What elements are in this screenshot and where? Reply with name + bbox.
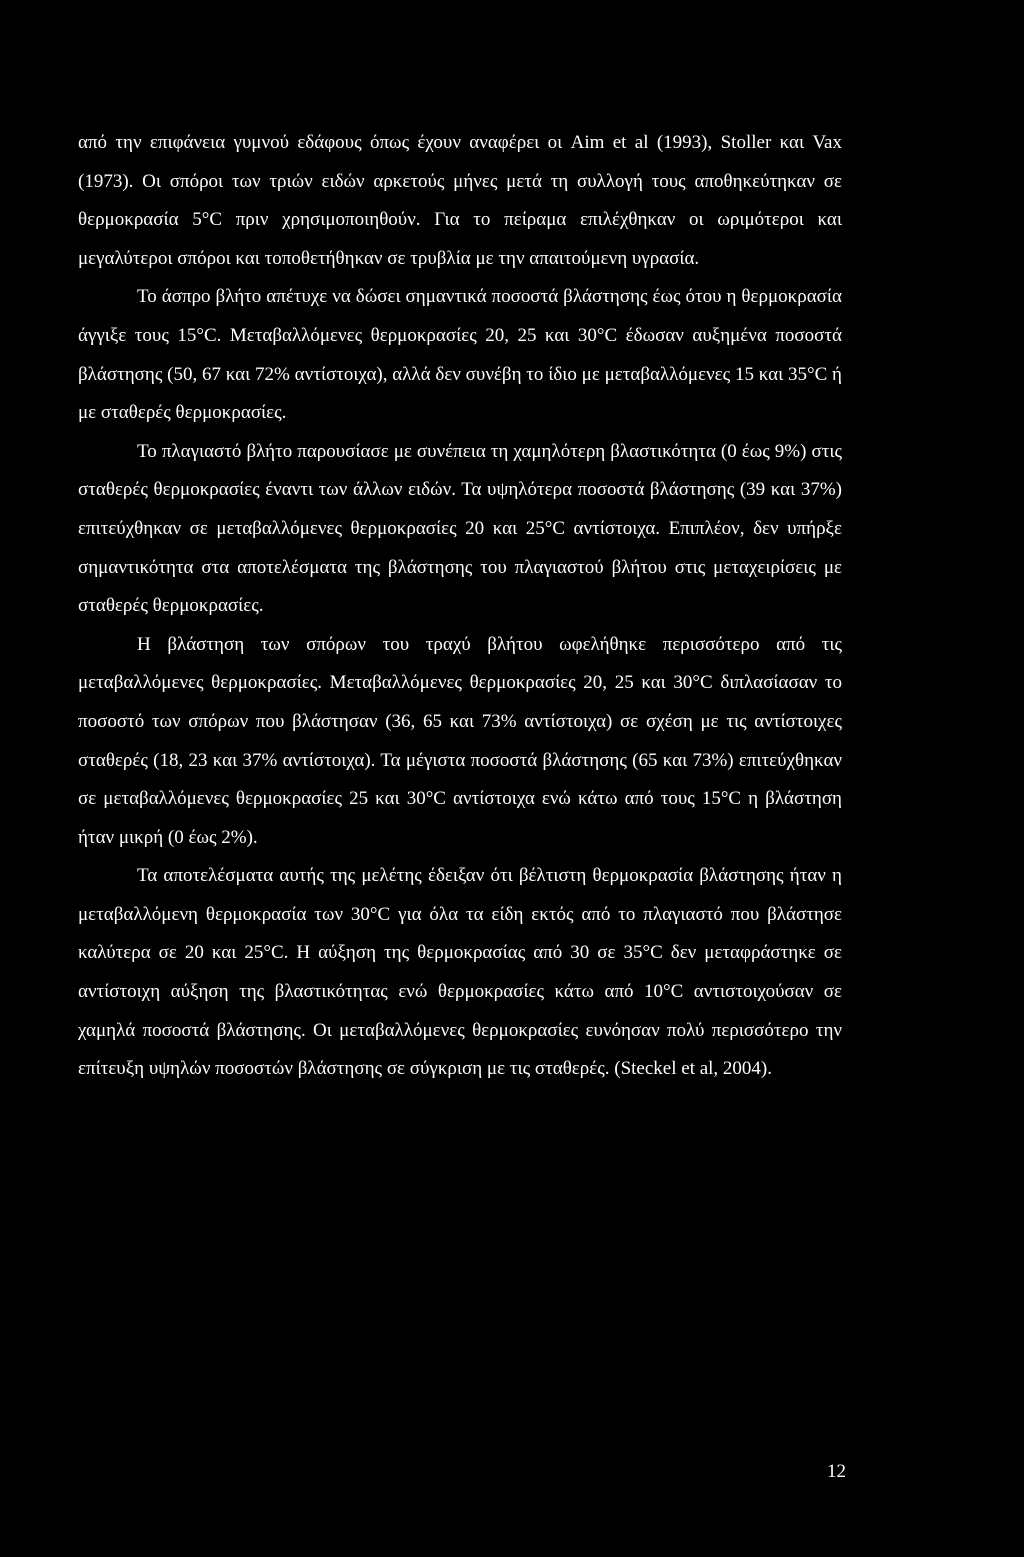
paragraph-redroot-amaranth: Η βλάστηση των σπόρων του τραχύ βλήτου ωφελήθηκε περισσότερο από τις μεταβαλλόμενες θερμοκρασίες. Μεταβαλλόμενες θερμοκρασίες 20, 25 και 30°C διπλασίασαν το ποσοστό των σπόρων που βλάστησαν (36, 65 και 73% αντίστοιχα) σε σχέση με τις αντίστοιχες σταθερές (18, 23 και 37% αντίστοιχα). Τα μέγιστα ποσοστά βλάστησης (65 και 73%) επιτεύχθηκαν σε μεταβαλλόμενες θερμοκρασίες 25 και 30°C αντίστοιχα ενώ κάτω από τους 15°C η βλάστηση ήταν μικρή (0 έως 2%). [78,633,842,848]
paragraph-white-amaranth: Το άσπρο βλήτο απέτυχε να δώσει σημαντικά ποσοστά βλάστησης έως ότου η θερμοκρασία άγγιξε τους 15°C. Μεταβαλλόμενες θερμοκρασίες 20, 25 και 30°C έδωσαν αυξημένα ποσοστά βλάστησης (50, 67 και 72% αντίστοιχα), αλλά δεν συνέβη το ίδιο με μεταβαλλόμενες 15 και 35°C ή με σταθερές θερμοκρασίες. [78,286,842,424]
body-text [78,124,842,1089]
paragraph-conclusions: Τα αποτελέσματα αυτής της μελέτης έδειξαν ότι βέλτιστη θερμοκρασία βλάστησης ήταν η μεταβαλλόμενη θερμοκρασία των 30°C για όλα τα είδη εκτός από το πλαγιαστό που βλάστησε καλύτερα σε 20 και 25°C. Η αύξηση της θερμοκρασίας από 30 σε 35°C δεν μεταφράστηκε σε αντίστοιχη αύξηση της βλαστικότητας ενώ θερμοκρασίες κάτω από 10°C αντιστοιχούσαν σε χαμηλά ποσοστά βλάστησης. Οι μεταβαλλόμενες θερμοκρασίες ευνόησαν πολύ περισσότερο την επίτευξη υψηλών ποσοστών βλάστησης σε σύγκριση με τις σταθερές. (Steckel et al, 2004). [78,865,842,1080]
page-number: 12 [827,1461,846,1482]
paragraph-prostrate-amaranth: Το πλαγιαστό βλήτο παρουσίασε με συνέπεια τη χαμηλότερη βλαστικότητα (0 έως 9%) στις σταθερές θερμοκρασίες έναντι των άλλων ειδών. Τα υψηλότερα ποσοστά βλάστησης (39 και 37%) επιτεύχθηκαν σε μεταβαλλόμενες θερμοκρασίες 20 και 25°C αντίστοιχα. Επιπλέον, δεν υπήρξε σημαντικότητα στα αποτελέσματα της βλάστησης του πλαγιαστού βλήτου στις μεταχειρίσεις με σταθερές θερμοκρασίες. [78,440,842,617]
paragraph-continuation: από την επιφάνεια γυμνού εδάφους όπως έχουν αναφέρει οι Aim et al (1993), Stoller και Vax (1973). Οι σπόροι των τριών ειδών αρκετούς μήνες μετά τη συλλογή τους αποθηκεύτηκαν σε θερμοκρασία 5°C πριν χρησιμοποιηθούν. Για το πείραμα επιλέχθηκαν οι ωριμότεροι και μεγαλύτεροι σπόροι και τοποθετήθηκαν σε τρυβλία με την απαιτούμενη υγρασία. [78,132,842,269]
